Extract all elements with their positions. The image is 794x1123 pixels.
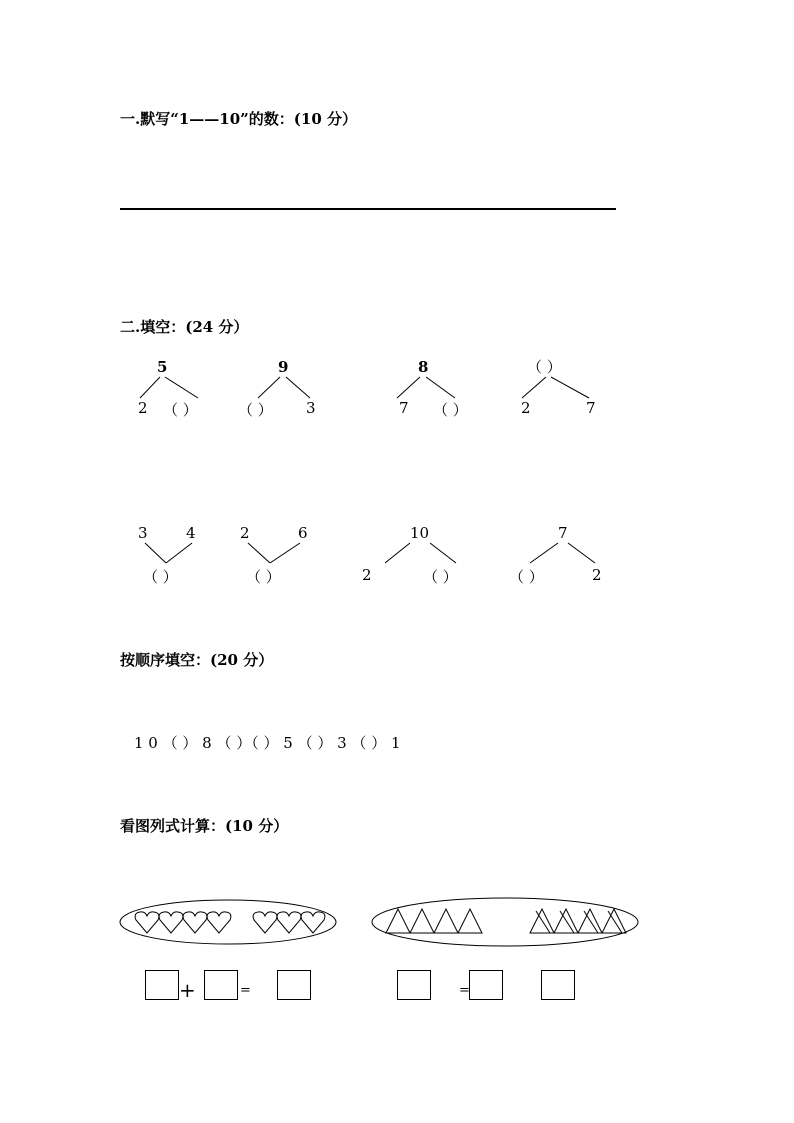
- section-3-title: 按顺序填空：(20 分）: [120, 651, 274, 669]
- heart-icon: [135, 912, 159, 933]
- tree-8-top: 7: [558, 524, 568, 542]
- heart-icon: [301, 912, 325, 933]
- tree-2-right: 3: [306, 399, 316, 417]
- tree-2-left: （ ）: [238, 401, 273, 419]
- cross-out-mark: [560, 911, 574, 933]
- equals-sign-left: =: [240, 983, 251, 998]
- tree-1-top: 5: [157, 358, 168, 376]
- tree-7-right: （ ）: [423, 568, 458, 586]
- tree-3-top: 8: [418, 358, 429, 376]
- tree-5-bottom: （ ）: [143, 568, 178, 586]
- plus-sign: +: [179, 978, 196, 1002]
- triangle-icon: [458, 909, 482, 933]
- tree-4-top: （ ）: [527, 358, 562, 376]
- tree-6-bottom: （ ）: [246, 568, 281, 586]
- tree-5-right: 4: [186, 524, 196, 542]
- cross-out-mark: [608, 911, 622, 933]
- cross-out-mark: [584, 911, 598, 933]
- tree-7-left: 2: [362, 566, 372, 584]
- answer-box-3[interactable]: [277, 970, 311, 1000]
- tree-2-top: 9: [278, 358, 289, 376]
- section-2-title: 二.填空：(24 分）: [120, 318, 249, 336]
- tree-6-left: 2: [240, 524, 250, 542]
- tree-8-right: 2: [592, 566, 602, 584]
- triangle-icon: [434, 909, 458, 933]
- tree-4-left: 2: [521, 399, 531, 417]
- section-4-title: 看图列式计算：(10 分）: [120, 817, 289, 835]
- picture-figures: [0, 890, 794, 960]
- heart-icon: [277, 912, 301, 933]
- tree-3-right: （ ）: [433, 401, 468, 419]
- answer-box-5[interactable]: [469, 970, 503, 1000]
- tree-5-left: 3: [138, 524, 148, 542]
- answer-box-4[interactable]: [397, 970, 431, 1000]
- tree-4-right: 7: [586, 399, 596, 417]
- heart-icon: [207, 912, 231, 933]
- answer-box-2[interactable]: [204, 970, 238, 1000]
- tree-1-left: 2: [138, 399, 148, 417]
- triangle-icon: [386, 909, 410, 933]
- tree-7-top: 10: [410, 524, 430, 542]
- heart-icon: [159, 912, 183, 933]
- heart-icons: [135, 912, 325, 933]
- triangle-icons: [386, 909, 626, 933]
- section-1-title: 一.默写“1——10”的数：(10 分）: [120, 110, 357, 128]
- triangle-icon: [410, 909, 434, 933]
- heart-icon: [253, 912, 277, 933]
- tree-8-left: （ ）: [509, 568, 544, 586]
- tree-1-right: （ ）: [163, 401, 198, 419]
- heart-icon: [183, 912, 207, 933]
- cross-out-mark: [536, 911, 550, 933]
- answer-box-6[interactable]: [541, 970, 575, 1000]
- tree-3-left: 7: [399, 399, 409, 417]
- number-sequence: 1 0 （ ） 8 （ ）（ ） 5 （ ） 3 （ ） 1: [134, 734, 401, 752]
- triangle-group-ellipse: [372, 898, 638, 946]
- tree-6-right: 6: [298, 524, 308, 542]
- equals-sign-right: =: [459, 983, 470, 998]
- answer-box-1[interactable]: [145, 970, 179, 1000]
